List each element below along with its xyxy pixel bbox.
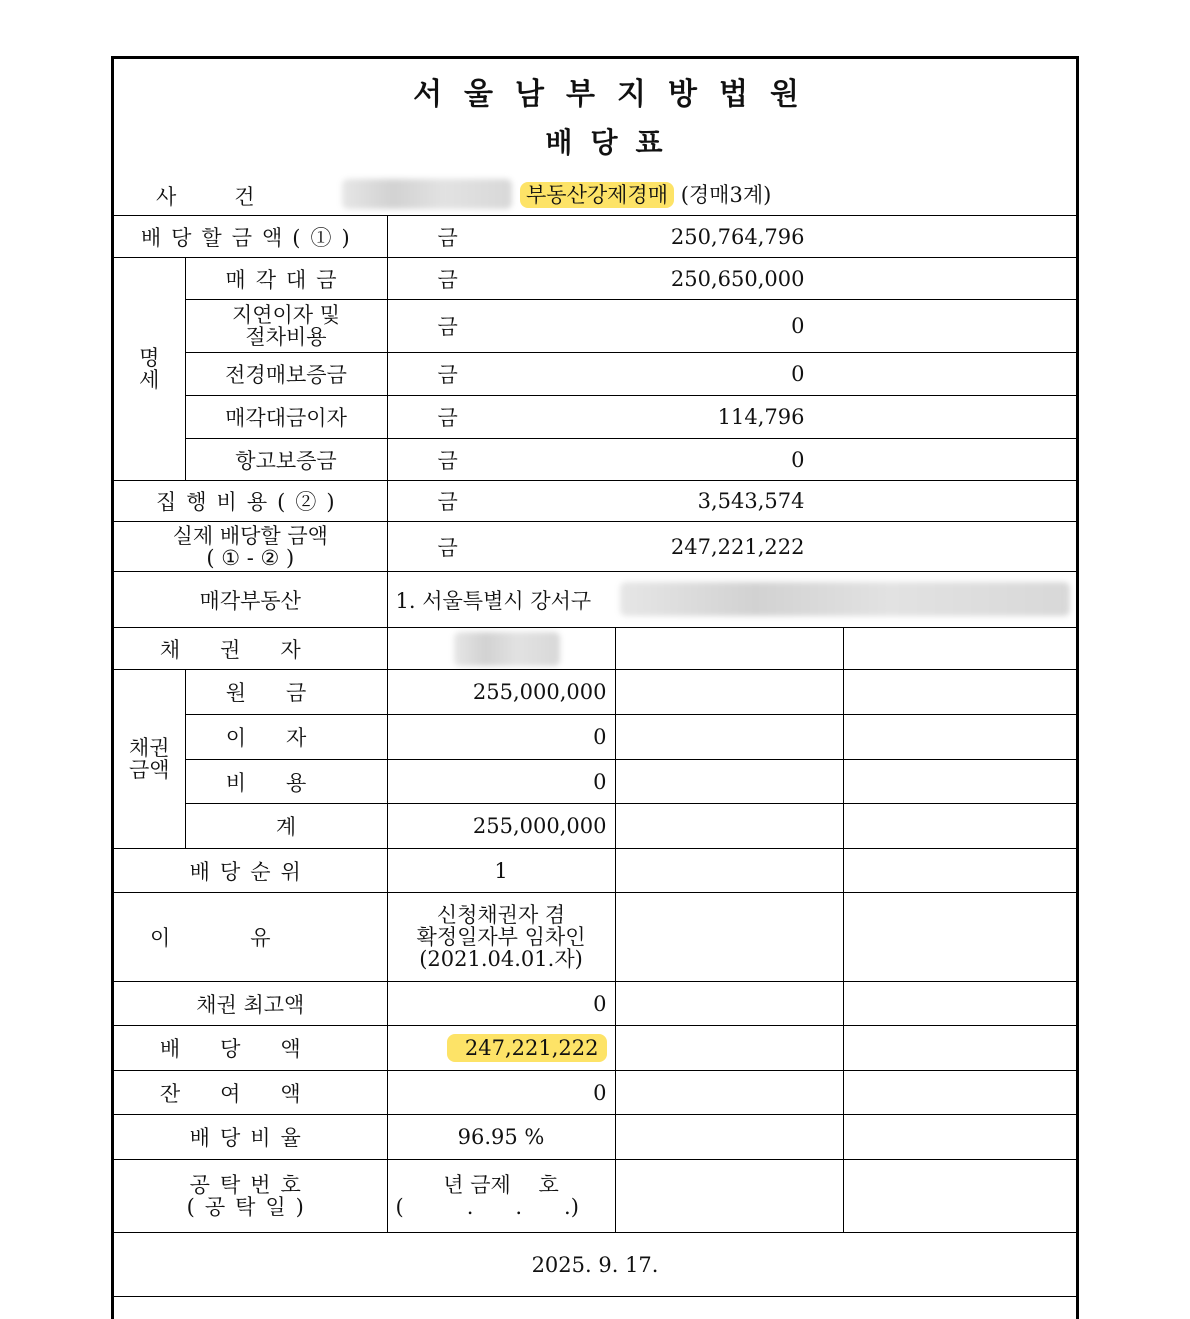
cost-value: 0	[387, 760, 615, 804]
detail-value: 250,650,000	[670, 266, 805, 291]
principal-value: 255,000,000	[387, 670, 615, 715]
detail-label: 전경매보증금	[185, 353, 387, 396]
redacted-creditor-name	[454, 632, 560, 666]
detail-label: 지연이자 및 절차비용	[185, 300, 387, 353]
exec-cost-label: 집행비용(②)	[114, 481, 387, 522]
creditor-label: 채권자	[114, 628, 387, 670]
ratio-value: 96.95 %	[387, 1115, 615, 1160]
detail-label: 항고보증금	[185, 439, 387, 481]
detail-label: 매각대금	[185, 258, 387, 300]
issue-date: 2025. 9. 17.	[114, 1233, 1076, 1297]
case-row	[114, 175, 1076, 213]
exec-cost-row: 집행비용(②) 금 3,543,574	[114, 481, 1076, 522]
property-row	[114, 572, 1076, 628]
claim-group-label: 채권 금액	[114, 670, 185, 849]
exec-cost-value: 3,543,574	[697, 489, 805, 513]
detail-row: 항고보증금 금 0	[114, 439, 1076, 481]
case-dept: (경매3계)	[680, 183, 772, 207]
distribution-table	[114, 215, 1076, 1297]
reason-value: 신청채권자 겸 확정일자부 임차인 (2021.04.01.자)	[387, 893, 615, 982]
actual-amount-label: 실제 배당할 금액 ( ① - ② )	[114, 522, 387, 572]
creditor-name-cell	[387, 628, 615, 670]
reason-label: 이유	[114, 893, 387, 982]
claim-total-value: 255,000,000	[387, 804, 615, 849]
interest-label: 이자	[185, 715, 387, 760]
court-name: 서울남부지방법원	[413, 77, 821, 112]
total-value: 250,764,796	[670, 224, 805, 249]
case-label: 사 건	[156, 185, 255, 209]
total-label: 배당할금액(①)	[114, 216, 387, 258]
deposit-row	[114, 1160, 1076, 1233]
balance-label: 잔여액	[114, 1071, 387, 1115]
distribution-table-document	[111, 56, 1079, 1319]
case-type-wrap	[520, 179, 771, 209]
deposit-value: 년 금제 호 ( . . .)	[387, 1160, 615, 1233]
detail-row: 전경매보증금 금 0	[114, 353, 1076, 396]
principal-label: 원금	[185, 670, 387, 715]
detail-group-label: 명 세	[114, 258, 185, 481]
cost-label: 비용	[185, 760, 387, 804]
property-address: 1. 서울특별시 강서구	[395, 588, 592, 613]
interest-row	[114, 715, 1076, 760]
actual-amount-value: 247,221,222	[670, 534, 805, 559]
detail-label: 매각대금이자	[185, 396, 387, 439]
dividend-row	[114, 1026, 1076, 1071]
principal-row	[114, 670, 1076, 715]
detail-row: 지연이자 및 절차비용 금 0	[114, 300, 1076, 353]
max-claim-row	[114, 982, 1076, 1026]
claim-total-label: 계	[185, 804, 387, 849]
ratio-row	[114, 1115, 1076, 1160]
detail-row: 매각대금이자 금 114,796	[114, 396, 1076, 439]
case-type: 부동산강제경매	[520, 182, 674, 208]
interest-value: 0	[387, 715, 615, 760]
cost-row	[114, 760, 1076, 804]
ratio-label: 배당비율	[114, 1115, 387, 1160]
total-row: 배당할금액(①) 금 250,764,796	[114, 216, 1076, 258]
rank-value: 1	[387, 849, 615, 893]
actual-amount-row: 실제 배당할 금액 ( ① - ② ) 금 247,221,222	[114, 522, 1076, 572]
rank-label: 배당순위	[114, 849, 387, 893]
detail-value: 0	[791, 314, 805, 338]
redacted-case-number	[342, 179, 512, 209]
date-row	[114, 1233, 1076, 1297]
detail-value: 114,796	[717, 405, 805, 429]
deposit-label: 공탁번호 (공탁일)	[114, 1160, 387, 1233]
detail-value: 0	[791, 447, 805, 472]
redacted-address	[620, 582, 1070, 616]
detail-value: 0	[791, 362, 805, 386]
balance-value: 0	[387, 1071, 615, 1115]
max-claim-value: 0	[387, 982, 615, 1026]
property-label: 매각부동산	[114, 572, 387, 628]
creditor-row	[114, 628, 1076, 670]
document-title: 배당표	[545, 126, 681, 159]
detail-row: 명 세 매각대금 금 250,650,000	[114, 258, 1076, 300]
dividend-value: 247,221,222	[447, 1034, 607, 1062]
rank-row	[114, 849, 1076, 893]
max-claim-label: 채권 최고액	[114, 982, 387, 1026]
dividend-label: 배당액	[114, 1026, 387, 1071]
claim-total-row	[114, 804, 1076, 849]
reason-row	[114, 893, 1076, 982]
balance-row	[114, 1071, 1076, 1115]
